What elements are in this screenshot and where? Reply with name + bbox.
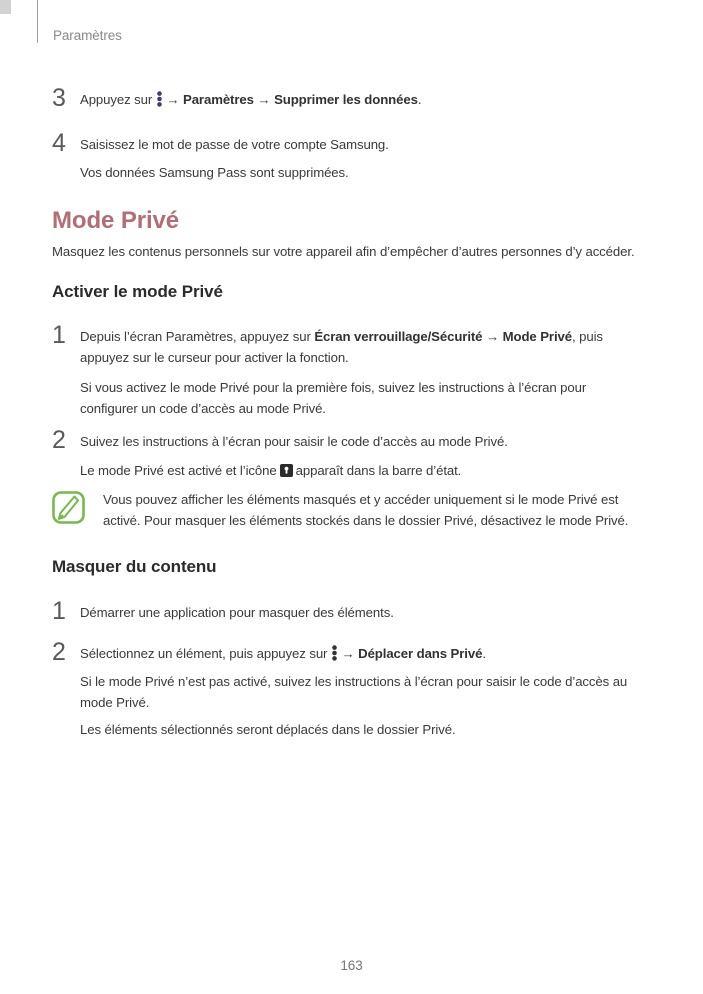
menu-label: Paramètres: [183, 92, 254, 107]
step-activer-1: [52, 323, 655, 419]
step-masquer-1: [52, 599, 655, 624]
step-number: 2: [52, 637, 66, 666]
header-vertical-rule: [37, 0, 38, 43]
note-box: [52, 489, 655, 531]
step-text: [80, 90, 655, 111]
step-result-text: Vos données Samsung Pass sont supprimées.: [80, 165, 349, 180]
step-text-pre: Appuyez sur: [80, 92, 156, 107]
note-line: Vous pouvez afficher les éléments masqués et y accéder uniquement si le mode Privé est: [103, 492, 619, 507]
menu-dots-icon: [332, 645, 337, 661]
menu-item-label: Mode Privé: [502, 329, 572, 344]
menu-dots-icon: [157, 91, 162, 107]
paragraph-line: Si vous activez le mode Privé pour la première fois, suivez les instructions à l’écran pour: [80, 380, 587, 395]
arrow-glyph: →: [162, 92, 183, 107]
step-text: Suivez les instructions à l’écran pour saisir le code d’accès au mode Privé.: [80, 434, 508, 449]
step-result-text: [80, 461, 655, 482]
result-text-pre: Le mode Privé est activé et l’icône: [80, 462, 277, 478]
private-mode-status-icon: [280, 463, 293, 476]
step-number: 2: [52, 426, 66, 454]
paragraph-line: configurer un code d’accès au mode Privé.: [80, 400, 326, 416]
subsection-title-masquer: Masquer du contenu: [52, 557, 217, 576]
action-label: Déplacer dans Privé: [358, 645, 483, 661]
menu-path-label: Écran verrouillage/Sécurité: [314, 329, 483, 344]
step-text-line2: appuyez sur le curseur pour activer la fonction.: [80, 349, 349, 365]
subsection-title-activer: Activer le mode Privé: [52, 282, 223, 301]
step-masquer-2: [52, 637, 655, 741]
step-number: 3: [52, 84, 66, 112]
step-number: 1: [52, 597, 66, 625]
page-corner-mark: [0, 0, 11, 14]
page-content: [52, 86, 655, 741]
arrow-glyph: →: [337, 645, 359, 661]
step-text: [80, 644, 655, 665]
paragraph-line: Si le mode Privé n’est pas activé, suivez les instructions à l’écran pour saisir le code d’accès au: [80, 674, 628, 689]
step-text-post: , puis: [572, 329, 603, 344]
paragraph-line: mode Privé.: [80, 694, 150, 710]
section-intro: Masquez les contenus personnels sur votre appareil afin d’empêcher d’autres personnes d’y accéder.: [52, 243, 635, 259]
period: .: [482, 645, 486, 661]
step-text: Démarrer une application pour masquer des éléments.: [80, 605, 394, 620]
step-text: Saisissez le mot de passe de votre compte Samsung.: [80, 136, 389, 152]
note-pencil-icon: [52, 491, 85, 524]
step-extra-paragraph: [80, 378, 655, 419]
step-supprimer-3: [52, 86, 655, 111]
step-activer-2: [52, 428, 655, 481]
step-extra-paragraph: [80, 672, 655, 713]
step-text-pre: Sélectionnez un élément, puis appuyez sur: [80, 645, 331, 661]
step-text-line1: [80, 327, 655, 348]
page-number: 163: [340, 958, 363, 973]
action-label: Supprimer les données: [274, 92, 418, 107]
step-number: 4: [52, 128, 66, 157]
running-header: Paramètres: [53, 28, 122, 43]
period: .: [417, 92, 422, 107]
step-supprimer-4: [52, 128, 655, 184]
note-text: [103, 489, 655, 531]
result-text-post: apparaît dans la barre d’état.: [295, 462, 462, 478]
step-number: 1: [52, 321, 66, 349]
note-line: activé. Pour masquer les éléments stockés dans le dossier Privé, désactivez le mode Privé.: [103, 512, 629, 528]
step-text-pre: Depuis l’écran Paramètres, appuyez sur: [80, 329, 315, 344]
section-title-mode-prive: Mode Privé: [52, 206, 180, 234]
arrow-glyph: →: [482, 329, 503, 344]
step-result-text: Les éléments sélectionnés seront déplacés dans le dossier Privé.: [80, 722, 456, 737]
arrow-glyph: →: [253, 92, 275, 107]
